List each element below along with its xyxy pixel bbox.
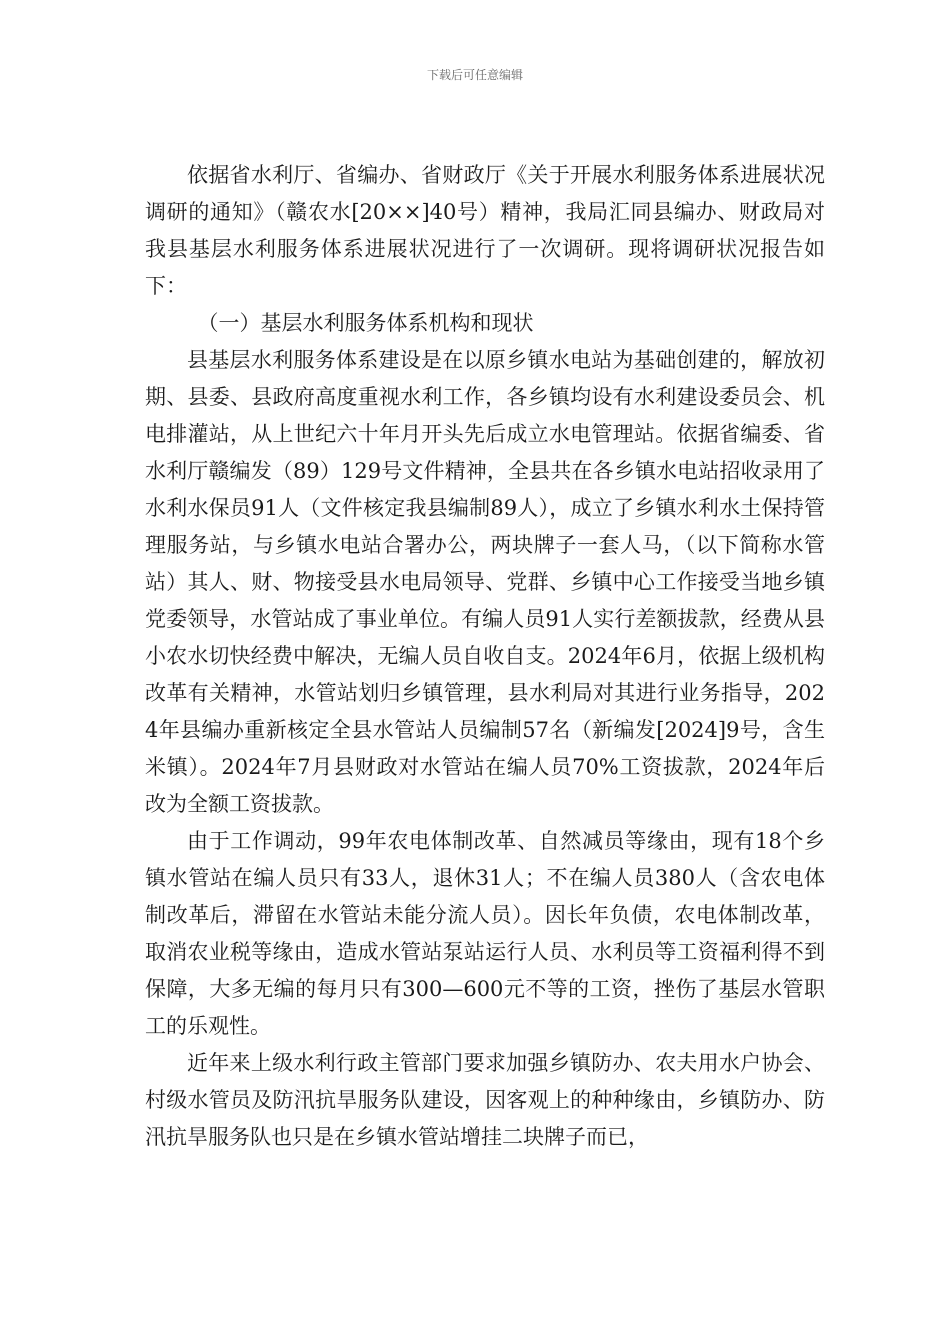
intro-paragraph: 依据省水利厅、省编办、省财政厅《关于开展水利服务体系进展状况调研的通知》（赣农水[20××]40号）精神，我局汇同县编办、财政局对我县基层水利服务体系进展状况进行了一次调研。现将调研状况报告如下：	[145, 163, 825, 298]
page-header: 下载后可任意编辑	[426, 68, 523, 82]
body-paragraph: 近年来上级水利行政主管部门要求加强乡镇防办、农夫用水户协会、村级水管员及防汛抗旱服务队建设，因客观上的种种缘由，乡镇防办、防汛抗旱服务队也只是在乡镇水管站增挂二块牌子而已，	[145, 1051, 825, 1149]
section-heading: （一）基层水利服务体系机构和现状	[197, 311, 534, 335]
body-paragraph: 由于工作调动，99年农电体制改革、自然减员等缘由，现有18个乡镇水管站在编人员只有33人，退休31人；不在编人员380人（含农电体制改革后，滞留在水管站未能分流人员）。因长年负债，农电体制改革，取消农业税等缘由，造成水管站泵站运行人员、水利员等工资福利得不到保障，大多无编的每月只有300—600元不等的工资，挫伤了基层水管职工的乐观性。	[145, 829, 825, 1038]
body-paragraph: 县基层水利服务体系建设是在以原乡镇水电站为基础创建的，解放初期、县委、县政府高度重视水利工作，各乡镇均设有水利建设委员会、机电排灌站，从上世纪六十年月开头先后成立水电管理站。依据省编委、省水利厅赣编发（89）129号文件精神，全县共在各乡镇水电站招收录用了水利水保员91人（文件核定我县编制89人），成立了乡镇水利水土保持管理服务站，与乡镇水电站合署办公，两块牌子一套人马，（以下简称水管站）其人、财、物接受县水电局领导、党群、乡镇中心工作接受当地乡镇党委领导，水管站成了事业单位。有编人员91人实行差额拔款，经费从县小农水切快经费中解决，无编人员自收自支。2024年6月，依据上级机构改革有关精神，水管站划归乡镇管理，县水利局对其进行业务指导，2024年县编办重新核定全县水管站人员编制57名（新编发[2024]9号，含生米镇）。2024年7月县财政对水管站在编人员70%工资拔款，2024年后改为全额工资拔款。	[145, 348, 825, 816]
document-body	[145, 157, 825, 1156]
